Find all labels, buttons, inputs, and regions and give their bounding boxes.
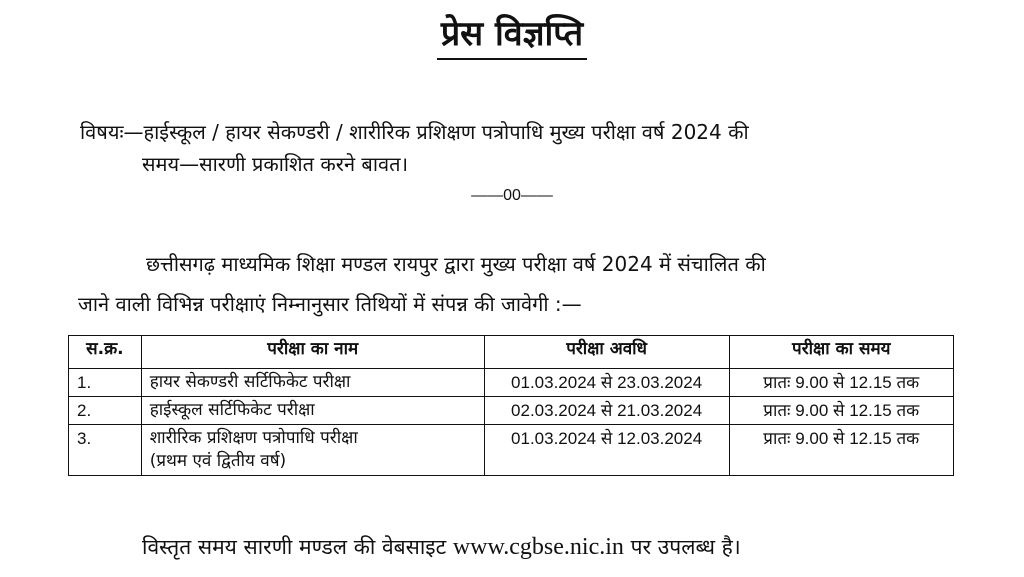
row-exam-period: 01.03.2024 से 23.03.2024 (484, 369, 729, 397)
website-link[interactable]: www.cgbse.nic.in (452, 534, 624, 560)
subject-line-2: समय—सारणी प्रकाशित करने बावत। (142, 152, 409, 176)
row-serial: 1. (69, 369, 142, 397)
table-row (69, 425, 954, 476)
exam-schedule-table (68, 335, 954, 476)
body-paragraph-line-1: छत्तीसगढ़ माध्यमिक शिक्षा मण्डल रायपुर द्वारा मुख्य परीक्षा वर्ष 2024 में संचालित की (146, 252, 766, 276)
page-title (0, 12, 1024, 60)
footer-text-before: विस्तृत समय सारणी मण्डल की वेबसाइट (142, 535, 453, 559)
table-row (69, 397, 954, 425)
subject-line-1: विषयः—हाईस्कूल / हायर सेकण्डरी / शारीरिक प्रशिक्षण पत्रोपाधि मुख्य परीक्षा वर्ष 2024 की (80, 120, 749, 144)
header-exam-period: परीक्षा अवधि (484, 336, 729, 369)
row-exam-time: प्रातः 9.00 से 12.15 तक (729, 425, 953, 476)
row-exam-name: हायर सेकण्डरी सर्टिफिकेट परीक्षा (141, 369, 484, 397)
row-exam-time: प्रातः 9.00 से 12.15 तक (729, 369, 953, 397)
header-serial: स.क्र. (69, 336, 142, 369)
table-row (69, 369, 954, 397)
row-exam-name-cell (141, 425, 484, 476)
row-exam-time: प्रातः 9.00 से 12.15 तक (729, 397, 953, 425)
row-exam-period: 02.03.2024 से 21.03.2024 (484, 397, 729, 425)
page-title-text: प्रेस विज्ञप्ति (437, 12, 587, 60)
table-header-row (69, 336, 954, 369)
body-paragraph-line-2: जाने वाली विभिन्न परीक्षाएं निम्नानुसार तिथियों में संपन्न की जावेगी :— (78, 292, 582, 316)
footer-note (142, 532, 741, 562)
row-exam-period: 01.03.2024 से 12.03.2024 (484, 425, 729, 476)
header-exam-time: परीक्षा का समय (729, 336, 953, 369)
header-exam-name: परीक्षा का नाम (141, 336, 484, 369)
section-divider: ——00—— (471, 187, 553, 204)
row-serial: 2. (69, 397, 142, 425)
row-exam-name: हाईस्कूल सर्टिफिकेट परीक्षा (141, 397, 484, 425)
footer-text-after: पर उपलब्ध है। (623, 535, 741, 559)
row-exam-name: शारीरिक प्रशिक्षण पत्रोपाधि परीक्षा (149, 428, 358, 448)
row-exam-name-detail: (प्रथम एवं द्वितीय वर्ष) (149, 451, 287, 471)
row-serial: 3. (69, 425, 142, 476)
